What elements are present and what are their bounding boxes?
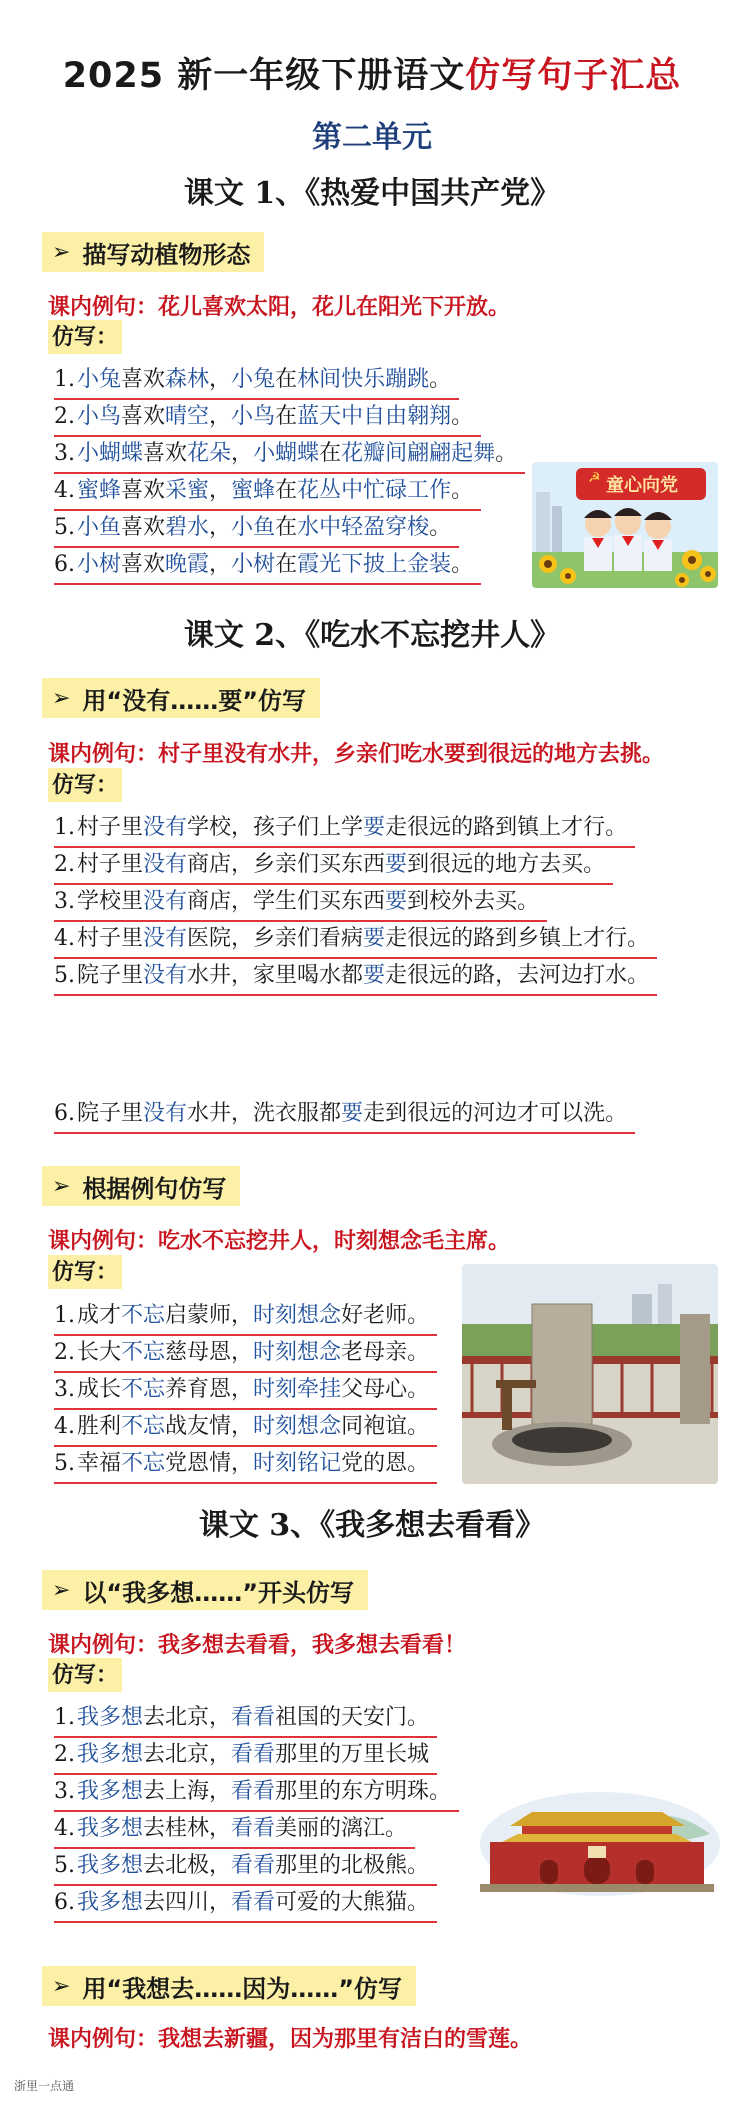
keyword-text: 没有 bbox=[143, 852, 188, 877]
keyword-text: 时刻牵挂 bbox=[253, 1377, 342, 1402]
triangle-bullet-icon: ➢ bbox=[52, 239, 71, 265]
keyword-text: 森林 bbox=[165, 367, 210, 392]
sentence-text: ， bbox=[231, 441, 254, 466]
sentence-text: 去桂林， bbox=[143, 1816, 232, 1841]
sentence-row bbox=[54, 475, 481, 511]
keyword-text: 没有 bbox=[143, 963, 188, 988]
keyword-text: 看看 bbox=[231, 1816, 276, 1841]
row-number: 1. bbox=[54, 1303, 75, 1328]
sentence-text: 喜欢 bbox=[121, 515, 166, 540]
fangxie-label-3: 仿写： bbox=[48, 1255, 122, 1289]
sentence-text: 到校外去买。 bbox=[407, 889, 540, 914]
sentence-text: 村子里 bbox=[77, 852, 144, 877]
sentence-row bbox=[54, 923, 657, 959]
row-number: 2. bbox=[54, 852, 75, 877]
keyword-text: 霞光下披上金装 bbox=[297, 552, 452, 577]
sentence-row bbox=[54, 1739, 437, 1775]
keyword-text: 不忘 bbox=[121, 1340, 166, 1365]
keyword-text: 花朵 bbox=[187, 441, 232, 466]
keyword-text: 小鱼 bbox=[231, 515, 276, 540]
sentence-row bbox=[54, 1411, 437, 1447]
sentence-text: 喜欢 bbox=[121, 367, 166, 392]
sentence-row bbox=[54, 1337, 437, 1373]
sentence-text: 。 bbox=[429, 515, 452, 540]
sentence-text: ， bbox=[209, 367, 232, 392]
sentence-row bbox=[54, 1850, 437, 1886]
section-heading-5: ➢ 用“我想去……因为……”仿写 bbox=[42, 1966, 416, 2006]
sentence-text: 水井，洗衣服都 bbox=[187, 1101, 342, 1126]
keyword-text: 看看 bbox=[231, 1705, 276, 1730]
page-title: 2025 新一年级下册语文仿写句子汇总 bbox=[62, 56, 682, 96]
example-sentence-4: 课内例句：我多想去看看，我多想去看看！ bbox=[48, 1632, 467, 1658]
sentence-text: 走到很远的河边才可以洗。 bbox=[363, 1101, 628, 1126]
svg-text:☭: ☭ bbox=[588, 470, 601, 486]
sentence-text: ， bbox=[209, 515, 232, 540]
sentence-row bbox=[54, 886, 547, 922]
sentence-text: 商店，乡亲们买东西 bbox=[187, 852, 386, 877]
sentence-text: 在 bbox=[275, 404, 298, 429]
sentence-text: 。 bbox=[451, 552, 474, 577]
party-kids-image bbox=[532, 462, 718, 588]
sentence-text: 学校里 bbox=[77, 889, 144, 914]
row-number: 5. bbox=[54, 1853, 75, 1878]
sentence-text: 。 bbox=[495, 441, 518, 466]
sentence-text: 走很远的路到乡镇上才行。 bbox=[385, 926, 650, 951]
row-number: 4. bbox=[54, 926, 75, 951]
sentence-text: 祖国的天安门。 bbox=[275, 1705, 430, 1730]
sentence-text: 去上海， bbox=[143, 1779, 232, 1804]
row-number: 1. bbox=[54, 1705, 75, 1730]
sentence-row bbox=[54, 512, 459, 548]
watermark-text: 浙里一点通 bbox=[14, 2079, 75, 2093]
section-heading-2: ➢ 用“没有……要”仿写 bbox=[42, 678, 320, 718]
sentence-text: 慈母恩， bbox=[165, 1340, 254, 1365]
sentence-text: 那里的万里长城 bbox=[275, 1742, 430, 1767]
keyword-text: 小兔 bbox=[77, 367, 122, 392]
keyword-text: 小树 bbox=[231, 552, 276, 577]
keyword-text: 林间快乐蹦跳 bbox=[297, 367, 430, 392]
well-memorial-image bbox=[462, 1264, 718, 1484]
row-number: 3. bbox=[54, 889, 75, 914]
keyword-text: 不忘 bbox=[121, 1414, 166, 1439]
sentence-text: ， bbox=[209, 478, 232, 503]
keyword-text: 蓝天中自由翱翔 bbox=[297, 404, 452, 429]
sentence-text: 胜利 bbox=[77, 1414, 122, 1439]
sentence-text: 去北极， bbox=[143, 1853, 232, 1878]
sentence-row bbox=[54, 1776, 459, 1812]
sentence-text: 院子里 bbox=[77, 963, 144, 988]
row-number: 1. bbox=[54, 367, 75, 392]
keyword-text: 要 bbox=[385, 889, 408, 914]
sentence-text: 好老师。 bbox=[341, 1303, 430, 1328]
row-number: 5. bbox=[54, 515, 75, 540]
keyword-text: 小鸟 bbox=[231, 404, 276, 429]
fangxie-label-4: 仿写： bbox=[48, 1658, 122, 1692]
row-number: 3. bbox=[54, 441, 75, 466]
sentence-text: 党的恩。 bbox=[341, 1451, 430, 1476]
sentence-text: 养育恩， bbox=[165, 1377, 254, 1402]
sentence-text: 幸福 bbox=[77, 1451, 122, 1476]
sentence-text: 在 bbox=[275, 478, 298, 503]
keyword-text: 要 bbox=[363, 963, 386, 988]
sentence-text: 同袍谊。 bbox=[341, 1414, 430, 1439]
sentence-text: 医院，乡亲们看病 bbox=[187, 926, 364, 951]
example-sentence-5: 课内例句：我想去新疆，因为那里有洁白的雪莲。 bbox=[48, 2026, 533, 2052]
sentence-row bbox=[54, 1300, 437, 1336]
keyword-text: 晚霞 bbox=[165, 552, 210, 577]
keyword-text: 时刻想念 bbox=[253, 1340, 342, 1365]
sentence-text: 村子里 bbox=[77, 815, 144, 840]
sentence-text: 水井，家里喝水都 bbox=[187, 963, 364, 988]
sentence-text: 成才 bbox=[77, 1303, 122, 1328]
keyword-text: 没有 bbox=[143, 926, 188, 951]
keyword-text: 花丛中忙碌工作 bbox=[297, 478, 452, 503]
unit-title: 第二单元 bbox=[312, 120, 432, 155]
triangle-bullet-icon: ➢ bbox=[52, 685, 71, 711]
keyword-text: 看看 bbox=[231, 1742, 276, 1767]
sentence-text: 长大 bbox=[77, 1340, 122, 1365]
row-number: 2. bbox=[54, 1340, 75, 1365]
sentence-row bbox=[54, 1887, 437, 1923]
row-number: 6. bbox=[54, 552, 75, 577]
example-sentence-2: 课内例句：村子里没有水井，乡亲们吃水要到很远的地方去挑。 bbox=[48, 741, 665, 767]
sentence-text: 。 bbox=[429, 367, 452, 392]
keyword-text: 水中轻盈穿梭 bbox=[297, 515, 430, 540]
sentence-text: 喜欢 bbox=[121, 404, 166, 429]
sentence-row bbox=[54, 1374, 437, 1410]
row-number: 3. bbox=[54, 1779, 75, 1804]
sentence-row bbox=[54, 1702, 437, 1738]
triangle-bullet-icon: ➢ bbox=[52, 1973, 71, 1999]
sentence-text: 。 bbox=[451, 478, 474, 503]
sentence-text: 在 bbox=[275, 552, 298, 577]
keyword-text: 小兔 bbox=[231, 367, 276, 392]
row-number: 4. bbox=[54, 1414, 75, 1439]
row-number: 2. bbox=[54, 1742, 75, 1767]
sentence-row bbox=[54, 1813, 415, 1849]
fangxie-label-1: 仿写： bbox=[48, 320, 122, 354]
keyword-text: 花瓣间翩翩起舞 bbox=[341, 441, 496, 466]
example-sentence-1: 课内例句：花儿喜欢太阳，花儿在阳光下开放。 bbox=[48, 294, 511, 320]
sentence-text: 院子里 bbox=[77, 1101, 144, 1126]
sentence-row bbox=[54, 1448, 437, 1484]
keyword-text: 看看 bbox=[231, 1779, 276, 1804]
keyword-text: 看看 bbox=[231, 1853, 276, 1878]
section-heading-4: ➢ 以“我多想……”开头仿写 bbox=[42, 1570, 368, 1610]
keyword-text: 晴空 bbox=[165, 404, 210, 429]
keyword-text: 蜜蜂 bbox=[77, 478, 122, 503]
sentence-text: 战友情， bbox=[165, 1414, 254, 1439]
row-number: 1. bbox=[54, 815, 75, 840]
keyword-text: 看看 bbox=[231, 1890, 276, 1915]
sentence-text: ， bbox=[209, 552, 232, 577]
sentence-row bbox=[54, 812, 635, 848]
sentence-text: 学校，孩子们上学 bbox=[187, 815, 364, 840]
lesson-3-title: 课文 3、《我多想去看看》 bbox=[198, 1508, 546, 1543]
keyword-text: 没有 bbox=[143, 889, 188, 914]
sentence-text: 。 bbox=[451, 404, 474, 429]
lesson-2-title: 课文 2、《吃水不忘挖井人》 bbox=[183, 618, 561, 653]
row-number: 6. bbox=[54, 1890, 75, 1915]
keyword-text: 蜜蜂 bbox=[231, 478, 276, 503]
sentence-text: 在 bbox=[275, 515, 298, 540]
keyword-text: 要 bbox=[385, 852, 408, 877]
triangle-bullet-icon: ➢ bbox=[52, 1577, 71, 1603]
sentence-text: 成长 bbox=[77, 1377, 122, 1402]
keyword-text: 不忘 bbox=[121, 1451, 166, 1476]
sentence-text: 喜欢 bbox=[143, 441, 188, 466]
sentence-row bbox=[54, 401, 481, 437]
svg-text:童心向党: 童心向党 bbox=[606, 475, 678, 496]
row-number: 4. bbox=[54, 1816, 75, 1841]
row-number: 3. bbox=[54, 1377, 75, 1402]
keyword-text: 没有 bbox=[143, 815, 188, 840]
sentence-row bbox=[54, 1098, 635, 1134]
keyword-text: 小鸟 bbox=[77, 404, 122, 429]
keyword-text: 要 bbox=[363, 815, 386, 840]
sentence-text: 那里的东方明珠。 bbox=[275, 1779, 452, 1804]
sentence-row bbox=[54, 364, 459, 400]
keyword-text: 要 bbox=[341, 1101, 364, 1126]
sentence-text: 在 bbox=[275, 367, 298, 392]
sentence-text: 在 bbox=[319, 441, 342, 466]
row-number: 6. bbox=[54, 1101, 75, 1126]
keyword-text: 我多想 bbox=[77, 1779, 144, 1804]
sentence-row bbox=[54, 438, 525, 474]
row-number: 5. bbox=[54, 1451, 75, 1476]
section-heading-1: ➢ 描写动植物形态 bbox=[42, 232, 264, 272]
keyword-text: 不忘 bbox=[121, 1303, 166, 1328]
row-number: 4. bbox=[54, 478, 75, 503]
sentence-row bbox=[54, 549, 481, 585]
fangxie-label-2: 仿写： bbox=[48, 768, 122, 802]
sentence-text: 商店，学生们买东西 bbox=[187, 889, 386, 914]
keyword-text: 时刻想念 bbox=[253, 1303, 342, 1328]
sentence-text: 那里的北极熊。 bbox=[275, 1853, 430, 1878]
sentence-text: 美丽的漓江。 bbox=[275, 1816, 408, 1841]
sentence-text: 启蒙师， bbox=[165, 1303, 254, 1328]
keyword-text: 我多想 bbox=[77, 1705, 144, 1730]
keyword-text: 不忘 bbox=[121, 1377, 166, 1402]
keyword-text: 我多想 bbox=[77, 1742, 144, 1767]
keyword-text: 我多想 bbox=[77, 1816, 144, 1841]
keyword-text: 小树 bbox=[77, 552, 122, 577]
sentence-text: 走很远的路，去河边打水。 bbox=[385, 963, 650, 988]
sentence-text: 去四川， bbox=[143, 1890, 232, 1915]
example-sentence-3: 课内例句：吃水不忘挖井人，时刻想念毛主席。 bbox=[48, 1228, 511, 1254]
tiananmen-image bbox=[450, 1784, 720, 1904]
sentence-row bbox=[54, 960, 657, 996]
keyword-text: 时刻想念 bbox=[253, 1414, 342, 1439]
row-number: 5. bbox=[54, 963, 75, 988]
sentence-text: 老母亲。 bbox=[341, 1340, 430, 1365]
keyword-text: 我多想 bbox=[77, 1853, 144, 1878]
keyword-text: 小蝴蝶 bbox=[253, 441, 320, 466]
keyword-text: 采蜜 bbox=[165, 478, 210, 503]
keyword-text: 小鱼 bbox=[77, 515, 122, 540]
sentence-text: 去北京， bbox=[143, 1742, 232, 1767]
section-heading-3: ➢ 根据例句仿写 bbox=[42, 1166, 240, 1206]
keyword-text: 小蝴蝶 bbox=[77, 441, 144, 466]
lesson-1-title: 课文 1、《热爱中国共产党》 bbox=[183, 176, 561, 211]
sentence-text: ， bbox=[209, 404, 232, 429]
keyword-text: 要 bbox=[363, 926, 386, 951]
keyword-text: 没有 bbox=[143, 1101, 188, 1126]
keyword-text: 时刻铭记 bbox=[253, 1451, 342, 1476]
sentence-text: 走很远的路到镇上才行。 bbox=[385, 815, 628, 840]
triangle-bullet-icon: ➢ bbox=[52, 1173, 71, 1199]
keyword-text: 我多想 bbox=[77, 1890, 144, 1915]
sentence-text: 到很远的地方去买。 bbox=[407, 852, 606, 877]
sentence-text: 党恩情， bbox=[165, 1451, 254, 1476]
sentence-text: 去北京， bbox=[143, 1705, 232, 1730]
sentence-text: 可爱的大熊猫。 bbox=[275, 1890, 430, 1915]
sentence-row bbox=[54, 849, 613, 885]
sentence-text: 喜欢 bbox=[121, 478, 166, 503]
row-number: 2. bbox=[54, 404, 75, 429]
keyword-text: 碧水 bbox=[165, 515, 210, 540]
sentence-text: 父母心。 bbox=[341, 1377, 430, 1402]
sentence-text: 喜欢 bbox=[121, 552, 166, 577]
sentence-text: 村子里 bbox=[77, 926, 144, 951]
